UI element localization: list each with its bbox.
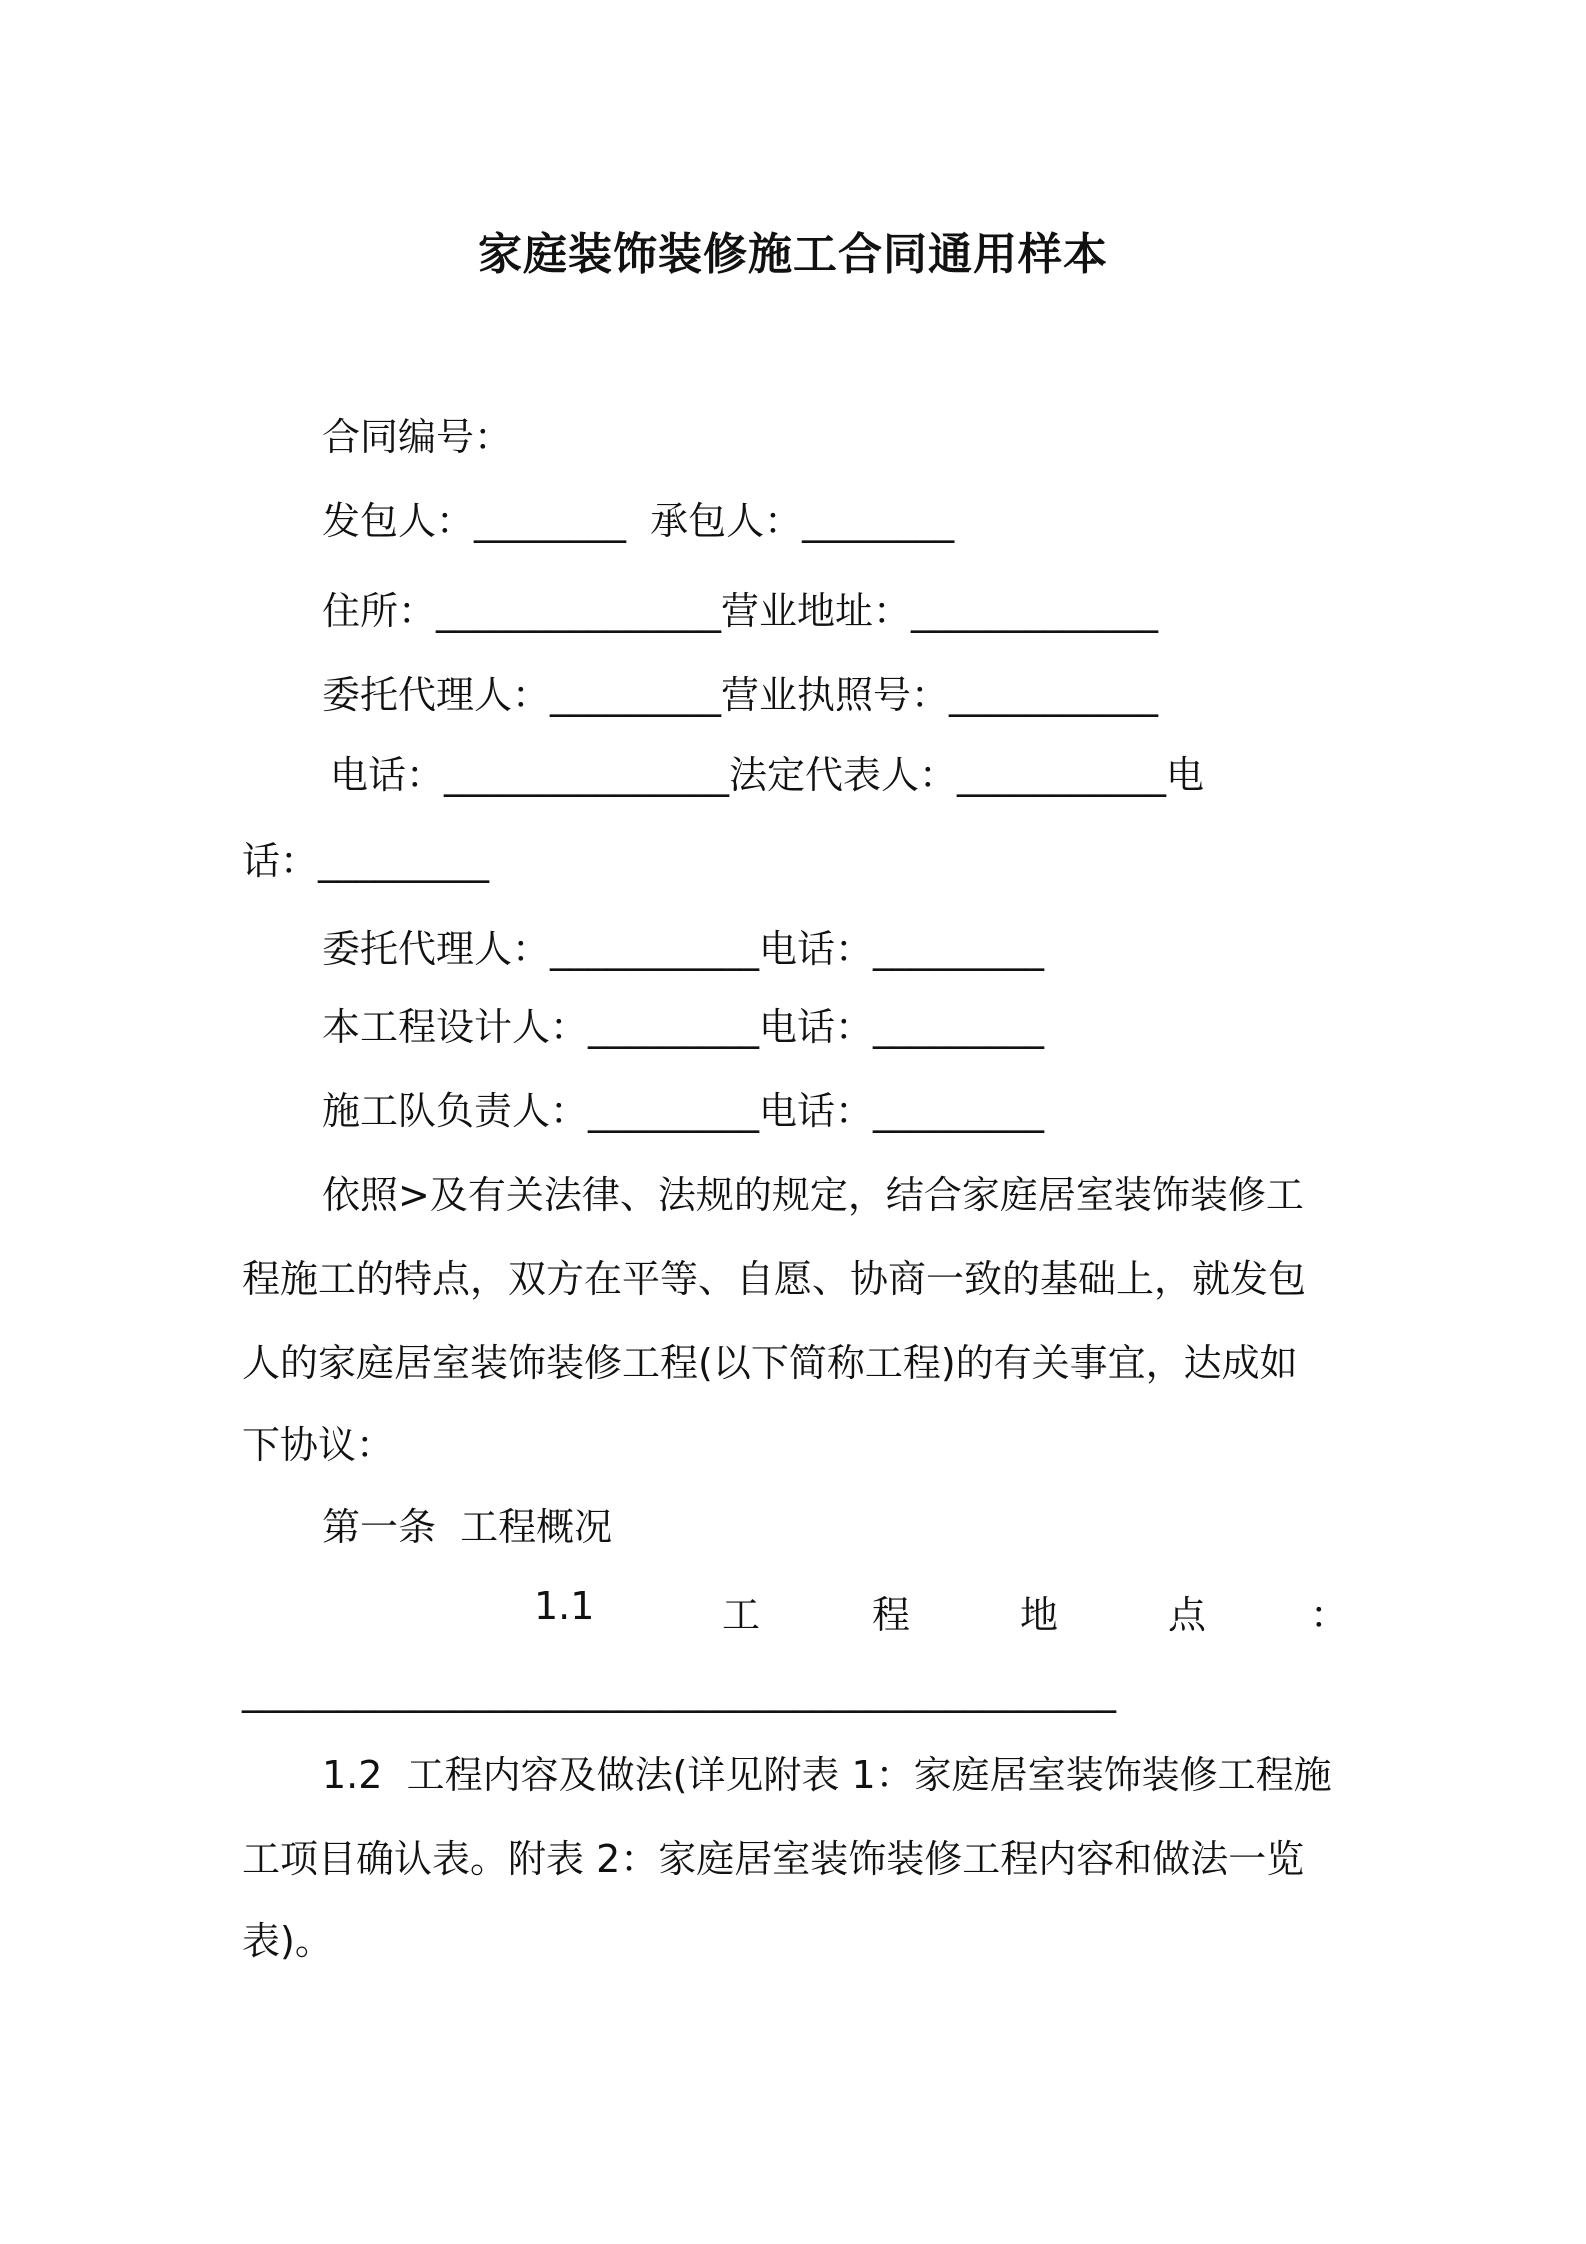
- intro-paragraph-line: 依照>及有关法律、法规的规定，结合家庭居室装饰装修工: [322, 1173, 1304, 1217]
- item-1-2-line: 1.2 工程内容及做法(详见附表 1：家庭居室装饰装修工程施: [322, 1753, 1332, 1797]
- intro-paragraph-line: 下协议：: [242, 1423, 395, 1467]
- address-field-line: 住所：_______________营业地址：_____________: [322, 589, 1159, 633]
- party-field-line: 发包人：________ 承包人：________: [322, 499, 955, 543]
- item-number: 1.1: [534, 1584, 595, 1628]
- item-label-char: ：: [1310, 1593, 1349, 1637]
- item-1-2-line: 工项目确认表。附表 2：家庭居室装饰装修工程内容和做法一览: [242, 1837, 1305, 1881]
- phone-representative-field-line: 电话：_______________法定代表人：___________电: [330, 753, 1205, 797]
- phone-field-continuation: 话：_________: [242, 839, 490, 883]
- article-heading: 第一条 工程概况: [322, 1505, 613, 1549]
- item-label-char: 地: [1020, 1593, 1059, 1637]
- item-label-char: 点: [1168, 1593, 1207, 1637]
- page-title: 家庭装饰装修施工合同通用样本: [478, 229, 1108, 280]
- designer-phone-field-line: 本工程设计人：_________电话：_________: [322, 1005, 1045, 1049]
- construction-leader-field-line: 施工队负责人：_________电话：_________: [322, 1089, 1045, 1133]
- intro-paragraph-line: 人的家庭居室装饰装修工程(以下简称工程)的有关事宜，达成如: [242, 1341, 1298, 1385]
- item-1-2-line: 表)。: [242, 1919, 333, 1963]
- agent-phone-field-line: 委托代理人：___________电话：_________: [322, 927, 1045, 971]
- intro-paragraph-line: 程施工的特点，双方在平等、自愿、协商一致的基础上，就发包: [242, 1257, 1307, 1301]
- location-blank-line: ______________________________________________: [242, 1669, 1116, 1713]
- item-1-1-line: [534, 1584, 1349, 1637]
- item-label-char: 程: [872, 1593, 911, 1637]
- item-label-char: 工: [722, 1593, 761, 1637]
- contract-number-field: 合同编号：: [322, 415, 513, 459]
- agent-license-field-line: 委托代理人：_________营业执照号：___________: [322, 673, 1159, 717]
